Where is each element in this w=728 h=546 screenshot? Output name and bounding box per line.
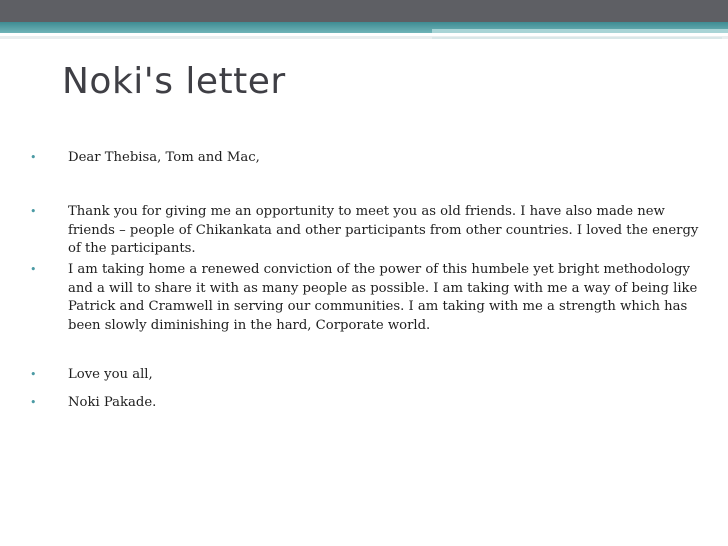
- bullet-item: [30, 261, 700, 335]
- top-band: [0, 0, 728, 22]
- bullet-text: Thank you for giving me an opportunity to meet you as old friends. I have also made new friends – people of Chikankata and other participants from other countries. I loved the energy of the participants.: [68, 204, 699, 256]
- bullet-text: Love you all,: [68, 367, 153, 382]
- bullet-item: [30, 366, 700, 385]
- bullet-item: [30, 149, 700, 168]
- divider-highlight: [432, 37, 722, 39]
- bullet-item: [30, 394, 700, 413]
- bullet-item: [30, 203, 700, 259]
- bullet-icon: •: [30, 368, 37, 381]
- bullet-icon: •: [30, 396, 37, 409]
- bullet-text: I am taking home a renewed conviction of the power of this humbele yet bright methodology and a will to share it with as many people as possible. I am taking with me a way of being like Patrick and Cramwell in serving our communities. I am taking with me a strength which has been slowly diminishing in the hard, Corporate world.: [68, 262, 698, 333]
- bullet-icon: •: [30, 205, 37, 218]
- bullet-icon: •: [30, 263, 37, 276]
- bullet-icon: •: [30, 151, 37, 164]
- teal-highlight: [432, 29, 728, 33]
- bullet-text: Dear Thebisa, Tom and Mac,: [68, 150, 260, 165]
- bullet-text: Noki Pakade.: [68, 395, 157, 410]
- slide-title: Noki's letter: [62, 61, 286, 102]
